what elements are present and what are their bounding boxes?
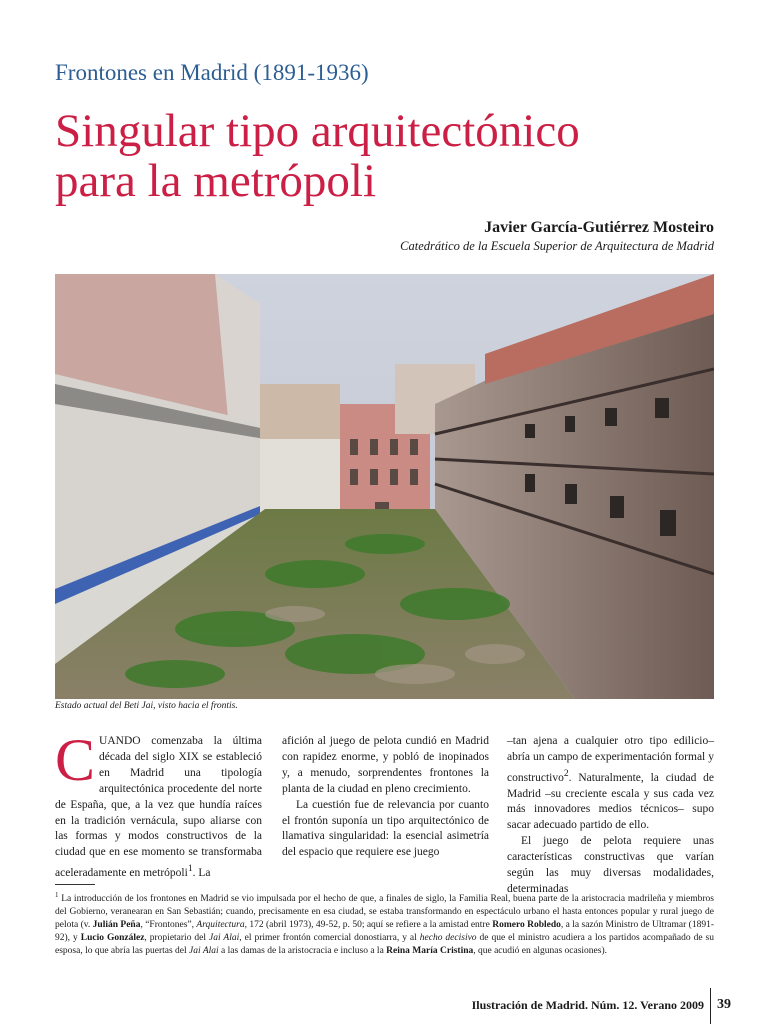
footnote-divider xyxy=(55,884,95,885)
footnote-text: a las damas de la aristocracia e incluso a la xyxy=(218,946,387,957)
footnote-text: , a la sazón Ministro de Ultramar (1891-92), y xyxy=(55,920,715,944)
column-1-text: comenzaba la última década del siglo XIX se estableció en Madrid una tipología arquitectónica procedente del norte de España, que, a la vez que hundía raíces en la tradición vernácula, supo aliarse con las formas y modos constructivos de la ciudad que en ese momento se transformaba aceleradamente en metrópoli xyxy=(55,735,262,880)
footnote-italic: Arquitectura xyxy=(196,920,245,931)
column-2-paragraph-1: afición al juego de pelota cundió en Madrid con rapidez enorme, y pobló de inopinados y, a menudo, sorprendentes frontones la planta de la ciudad en pleno crecimiento. xyxy=(282,735,489,795)
footnote-text: de que el ministro acudiera a los partidos acompañado de su esposa, lo que abría las puertas del xyxy=(55,933,714,957)
photo-courtyard-illustration xyxy=(55,274,714,699)
footnote-text: , propietario del xyxy=(144,933,210,944)
footnote-1 xyxy=(55,889,714,958)
footnote-number: 1 xyxy=(55,891,59,899)
footnote-italic: Jai Alai xyxy=(209,933,240,944)
body-column-2 xyxy=(282,734,489,861)
column-2-paragraph-2: La cuestión fue de relevancia por cuanto el frontón suponía un tipo arquitectónico de llamativa singularidad: la esencial asimetría del espacio que requiere ese juego xyxy=(282,798,489,859)
section-kicker: Frontones en Madrid (1891-1936) xyxy=(55,60,369,85)
article-title-line-2: para la metrópoli xyxy=(55,155,377,207)
photo-caption: Estado actual del Beti Jai, visto hacia el frontis. xyxy=(55,701,238,711)
body-column-1 xyxy=(55,727,262,882)
footnote-italic: hecho decisivo xyxy=(419,933,477,944)
drop-cap: C xyxy=(55,727,96,793)
footnote-italic: Jai Alai xyxy=(189,946,219,957)
article-title xyxy=(55,106,580,206)
column-3-paragraph-2: El juego de pelota requiere unas características constructivas que varían según las muy diversas modalidades, determinadas xyxy=(507,835,714,895)
footnote-name: Julián Peña xyxy=(92,920,141,931)
footnote-ref-2: 2 xyxy=(563,767,569,779)
author-name: Javier García-Gutiérrez Mosteiro xyxy=(484,219,714,236)
footnote-text: , 172 (abril 1973), 49-52, p. 50; aquí se refiere a la amistad entre xyxy=(244,920,493,931)
footnote-ref-1: 1 xyxy=(187,863,193,875)
column-3-paragraph-1b: . Naturalmente, la ciudad de Madrid –su creciente escala y sus cada vez más innovadores medios técnicos– supo sacar adecuado partido de ello. xyxy=(507,771,714,832)
opening-word: UANDO xyxy=(99,735,141,747)
footnote-name: Lucio González xyxy=(80,933,145,944)
footnote-text: , que acudió en algunas ocasiones). xyxy=(473,946,607,957)
footnote-text: , “Frontones”, xyxy=(140,920,197,931)
article-title-line-1: Singular tipo arquitectónico xyxy=(55,105,580,157)
column-1-tail: . La xyxy=(192,867,211,880)
footer-divider xyxy=(710,988,711,1024)
author-affiliation: Catedrático de la Escuela Superior de Arquitectura de Madrid xyxy=(400,239,714,253)
footnote-name: Reina María Cristina xyxy=(386,946,474,957)
courtyard-photo xyxy=(55,274,714,699)
footnote-text: , el primer frontón comercial donostiarra, y al xyxy=(239,933,420,944)
column-3-paragraph-1a: –tan ajena a cualquier otro tipo edilicio– abría un campo de experimentación formal y constructivo xyxy=(507,735,714,784)
footnote-name: Romero Robledo xyxy=(492,920,561,931)
journal-footer: Ilustración de Madrid. Núm. 12. Verano 2009 xyxy=(471,998,704,1012)
footnote-text: La introducción de los frontones en Madrid se vio impulsada por el hecho de que, a finales de siglo, la Familia Real, buena parte de la aristocracia madrileña y miembros del Gobierno, veranearan en San Sebastián; cuando, precisamente en esa ciudad, se estaba transformando en espectáculo urbano el hasta entonces popular y rural juego de pelota (v. xyxy=(55,894,714,931)
page-number: 39 xyxy=(717,997,731,1012)
body-column-3 xyxy=(507,734,714,898)
